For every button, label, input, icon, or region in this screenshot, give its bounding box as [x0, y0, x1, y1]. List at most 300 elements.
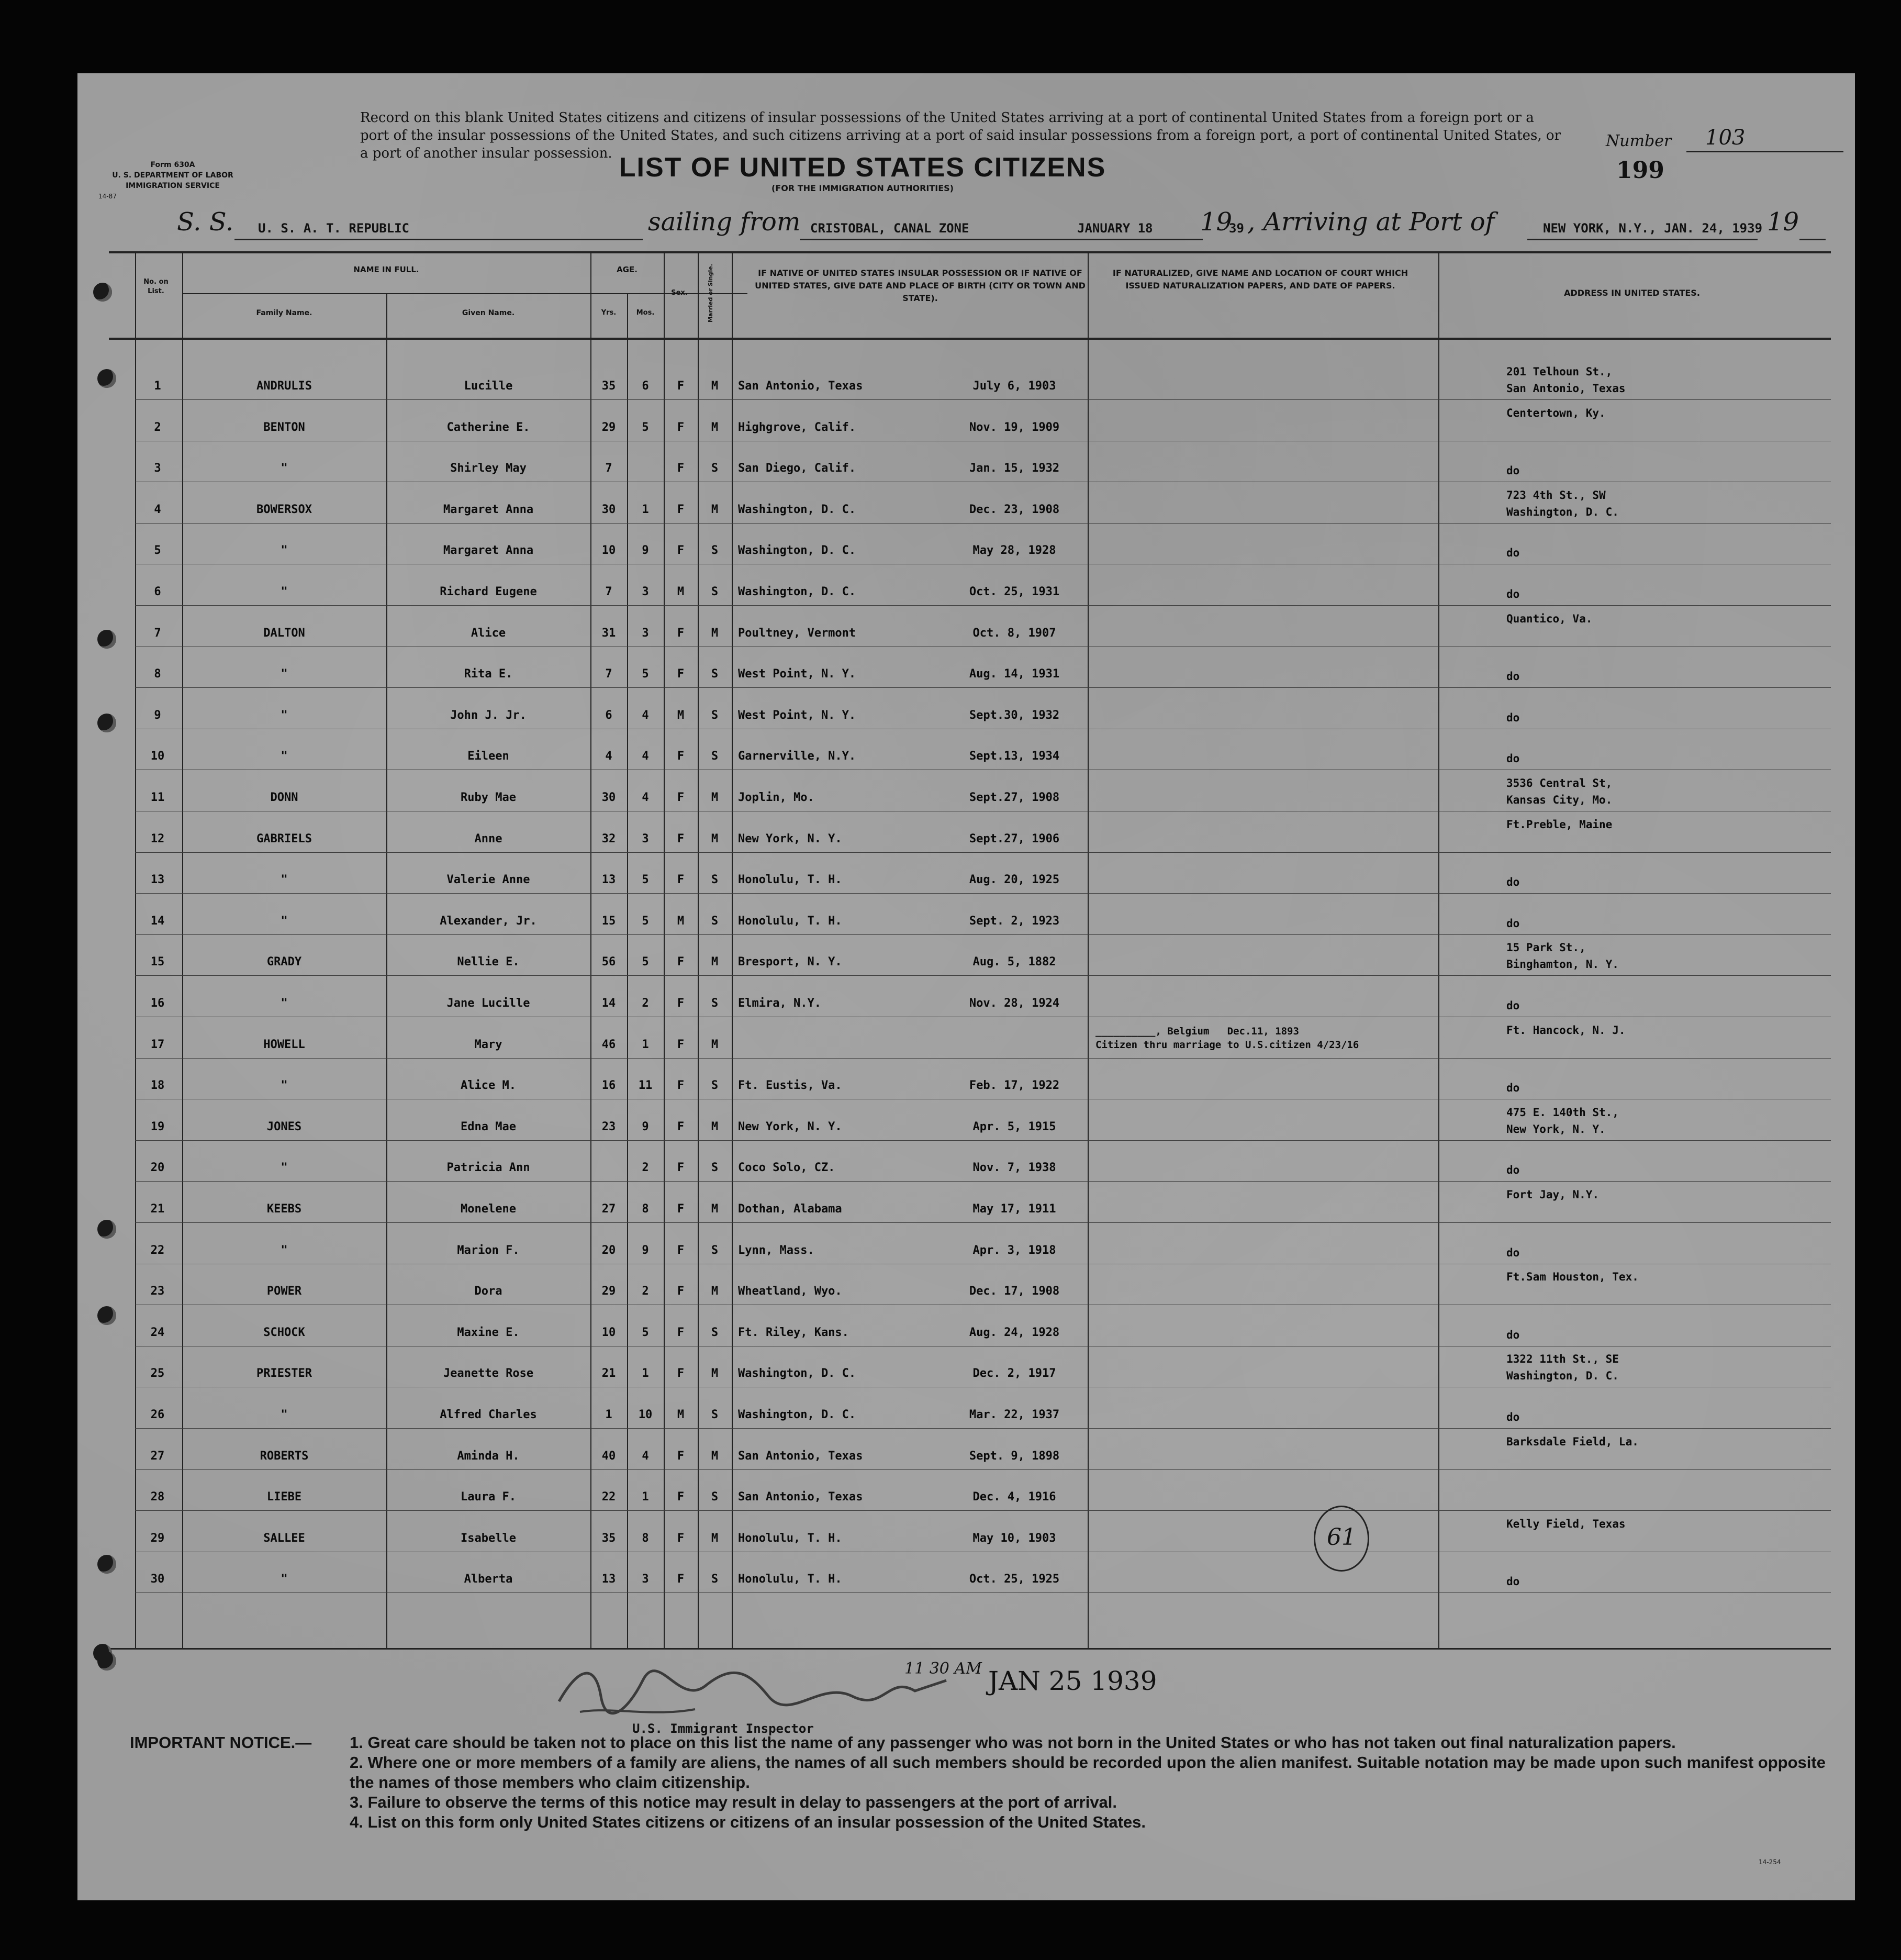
cell-given: Alfred Charles [440, 1408, 537, 1421]
cell-no: 17 [150, 1038, 165, 1051]
cell-sex: F [677, 1573, 685, 1586]
row-rule [135, 1140, 1831, 1141]
cell-address-line2: San Antonio, Texas [1506, 382, 1626, 395]
cell-mos: 1 [642, 1490, 649, 1504]
cell-family: SALLEE [263, 1532, 305, 1545]
cell-ms: S [711, 667, 719, 681]
punch-hole [93, 283, 112, 302]
cell-sex: M [677, 709, 685, 722]
cell-date: Dec. 17, 1908 [969, 1285, 1060, 1298]
cell-address-line2: do [1506, 588, 1520, 600]
punch-hole [97, 1306, 116, 1325]
header-no: No. on List. [143, 278, 169, 295]
cell-ms: S [711, 750, 719, 763]
cell-address-line1: 3536 Central St, [1506, 777, 1613, 789]
cell-mos: 11 [638, 1079, 653, 1092]
cell-mos: 3 [642, 1573, 649, 1586]
header-married-single: Married or Single. [707, 264, 714, 322]
cell-no: 14 [150, 915, 165, 928]
cell-no: 18 [150, 1079, 165, 1092]
cell-address-line1: Ft.Preble, Maine [1506, 818, 1613, 831]
cell-yrs: 31 [601, 627, 616, 640]
cell-given: Edna Mae [461, 1120, 516, 1133]
cell-sex: F [677, 1120, 685, 1133]
cell-address-line1: 201 Telhoun St., [1506, 365, 1613, 378]
cell-no: 15 [150, 955, 165, 968]
cell-address-line2: do [1506, 876, 1520, 888]
cell-ms: M [711, 1367, 719, 1380]
cell-sex: F [677, 750, 685, 763]
cell-yrs: 4 [605, 750, 612, 763]
cell-address-line2: do [1506, 917, 1520, 930]
cell-family: LIEBE [266, 1490, 302, 1504]
cell-given: Anne [474, 832, 502, 845]
cell-date: May 17, 1911 [972, 1202, 1056, 1216]
cell-family: BENTON [263, 421, 305, 434]
cell-given: Mary [474, 1038, 502, 1051]
cell-address-line1: 723 4th St., SW [1506, 489, 1606, 502]
cell-given: Marion F. [457, 1244, 520, 1257]
header-birth: IF NATIVE OF UNITED STATES INSULAR POSSESSION OR IF NATIVE OF UNITED STATES, GIVE DATE AND PLACE OF BIRTH (CITY OR TOWN AND STATE). [755, 268, 1086, 303]
cell-family: KEEBS [266, 1202, 302, 1216]
cell-mos: 1 [642, 1367, 649, 1380]
cell-given: Margaret Anna [443, 544, 534, 557]
cell-sex: F [677, 791, 685, 804]
cell-no: 29 [150, 1532, 165, 1545]
cell-yrs: 20 [601, 1244, 616, 1257]
cell-yrs: 15 [601, 915, 616, 928]
page-subtitle: (FOR THE IMMIGRATION AUTHORITIES) [771, 183, 954, 193]
cell-mos: 3 [642, 585, 649, 598]
cell-yrs: 16 [601, 1079, 616, 1092]
cell-mos: 2 [642, 997, 649, 1010]
row-rule [135, 893, 1831, 894]
header-age: AGE. [617, 265, 638, 274]
cell-given: Richard Eugene [440, 585, 537, 598]
cell-ms: S [711, 1326, 719, 1339]
header-family-name: Family Name. [256, 309, 312, 317]
notice-items [350, 1733, 1831, 1832]
cell-ms: M [711, 1038, 719, 1051]
cell-place: Washington, D. C. [738, 1367, 856, 1380]
cell-ms: M [711, 832, 719, 845]
cell-date: Aug. 20, 1925 [969, 873, 1060, 886]
cell-family: GABRIELS [256, 832, 312, 845]
cell-place: Washington, D. C. [738, 503, 856, 516]
cell-given: Rita E. [464, 667, 513, 681]
cell-no: 27 [150, 1450, 165, 1463]
cell-mos: 9 [642, 544, 649, 557]
cell-sex: F [677, 1285, 685, 1298]
row-rule [135, 1222, 1831, 1223]
cell-ms: M [711, 421, 719, 434]
cell-given: Monelene [461, 1202, 516, 1216]
cell-family: ROBERTS [260, 1450, 309, 1463]
arrival-port-date: NEW YORK, N.Y., JAN. 24, 1939 [1543, 221, 1763, 236]
punch-hole [97, 630, 116, 649]
cell-place: Highgrove, Calif. [738, 421, 856, 434]
cell-mos: 5 [642, 1326, 649, 1339]
row-rule [135, 975, 1831, 976]
cell-mos: 3 [642, 832, 649, 845]
cell-ms: M [711, 503, 719, 516]
cell-given: Nellie E. [457, 955, 520, 968]
cell-no: 12 [150, 832, 165, 845]
cell-given: Catherine E. [446, 421, 530, 434]
cell-place: Honolulu, T. H. [738, 915, 842, 928]
cell-mos: 4 [642, 791, 649, 804]
cell-mos: 5 [642, 873, 649, 886]
cell-date: Jan. 15, 1932 [969, 462, 1060, 475]
cell-family: " [281, 915, 288, 928]
cell-no: 6 [154, 585, 161, 598]
cell-place: West Point, N. Y. [738, 667, 856, 681]
cell-place: Ft. Eustis, Va. [738, 1079, 842, 1092]
cell-no: 8 [154, 667, 161, 681]
sailing-date: JANUARY 18 [1077, 221, 1153, 236]
circled-number: 61 [1314, 1506, 1369, 1572]
row-rule [135, 934, 1831, 935]
cell-yrs: 30 [601, 791, 616, 804]
cell-date: Dec. 4, 1916 [972, 1490, 1056, 1504]
punch-hole [97, 714, 116, 732]
cell-ms: M [711, 955, 719, 968]
cell-mos: 5 [642, 421, 649, 434]
cell-no: 2 [154, 421, 161, 434]
cell-sex: F [677, 1244, 685, 1257]
cell-no: 13 [150, 873, 165, 886]
cell-given: Maxine E. [457, 1326, 520, 1339]
cell-address-line2: do [1506, 547, 1520, 559]
cell-given: Aminda H. [457, 1450, 520, 1463]
service: IMMIGRATION SERVICE [126, 182, 220, 190]
cell-sex: F [677, 1079, 685, 1092]
cell-date: Feb. 17, 1922 [969, 1079, 1060, 1092]
punch-hole [97, 1555, 116, 1574]
cell-mos: 4 [642, 750, 649, 763]
cell-date: Apr. 3, 1918 [972, 1244, 1056, 1257]
cell-address-line1: Ft. Hancock, N. J. [1506, 1024, 1626, 1037]
form-id-block [110, 160, 236, 191]
header-address: ADDRESS IN UNITED STATES. [1564, 288, 1700, 298]
cell-given: Eileen [467, 750, 509, 763]
cell-mos: 8 [642, 1202, 649, 1216]
cell-yrs: 13 [601, 1573, 616, 1586]
cell-no: 30 [150, 1573, 165, 1586]
row-rule [135, 1469, 1831, 1470]
row-rule [135, 1510, 1831, 1511]
page-title: LIST OF UNITED STATES CITIZENS [619, 152, 1106, 183]
cell-place: San Diego, Calif. [738, 462, 856, 475]
row-rule [135, 605, 1831, 606]
cell-ms: S [711, 1244, 719, 1257]
cell-ms: S [711, 544, 719, 557]
cell-address-line2: do [1506, 1164, 1520, 1176]
cell-yrs: 35 [601, 380, 616, 393]
cell-given: John J. Jr. [450, 709, 527, 722]
cell-address-line2: Binghamton, N. Y. [1506, 958, 1619, 971]
cell-family: " [281, 1161, 288, 1174]
cell-mos: 4 [642, 709, 649, 722]
time-mark: 11 30 AM [904, 1660, 982, 1678]
cell-place: Washington, D. C. [738, 544, 856, 557]
cell-place: Lynn, Mass. [738, 1244, 814, 1257]
cell-yrs: 56 [601, 955, 616, 968]
cell-ms: M [711, 1532, 719, 1545]
cell-yrs: 40 [601, 1450, 616, 1463]
cell-yrs: 30 [601, 503, 616, 516]
notice-item: 3. Failure to observe the terms of this notice may result in delay to passengers at the port of arrival. [350, 1793, 1117, 1811]
cell-mos: 2 [642, 1285, 649, 1298]
cell-family: ANDRULIS [256, 380, 312, 393]
cell-no: 10 [150, 750, 165, 763]
cell-date: Dec. 23, 1908 [969, 503, 1060, 516]
cell-ms: S [711, 1079, 719, 1092]
cell-date: May 28, 1928 [972, 544, 1056, 557]
cell-place: Joplin, Mo. [738, 791, 814, 804]
cell-address-line1: Fort Jay, N.Y. [1506, 1188, 1600, 1201]
cell-no: 21 [150, 1202, 165, 1216]
cell-ms: S [711, 1408, 719, 1421]
cell-place: San Antonio, Texas [738, 1490, 863, 1504]
cell-yrs: 23 [601, 1120, 616, 1133]
record-instruction: Record on this blank United States citizens and citizens of insular possessions of the United States arriving at a port of continental United States from a foreign port or a port of the insular possessions of the United States, and such citizens arriving at a port of said insular possessions from a foreign port, a port of continental United States, or a port of another insular possession. [360, 110, 1561, 161]
row-rule [135, 1428, 1831, 1429]
cell-naturalized: __________, Belgium Dec.11, 1893 Citizen thru marriage to U.S.citizen 4/23/16 [1095, 1026, 1359, 1051]
cell-sex: F [677, 1038, 685, 1051]
cell-yrs: 13 [601, 873, 616, 886]
cell-place: San Antonio, Texas [738, 380, 863, 393]
cell-address-line2: do [1506, 464, 1520, 477]
cell-address-line2: do [1506, 1329, 1520, 1341]
manifest-sheet [77, 73, 1855, 1900]
cell-mos: 10 [638, 1408, 653, 1421]
cell-ms: S [711, 585, 719, 598]
cell-sex: M [677, 1408, 685, 1421]
cell-date: Sept.27, 1908 [969, 791, 1060, 804]
cell-ms: S [711, 873, 719, 886]
cell-ms: S [711, 997, 719, 1010]
cell-family: " [281, 709, 288, 722]
cell-place: Honolulu, T. H. [738, 1532, 842, 1545]
cell-family: " [281, 1573, 288, 1586]
cell-family: POWER [266, 1285, 302, 1298]
cell-sex: M [677, 585, 685, 598]
cell-ms: S [711, 1161, 719, 1174]
cell-family: " [281, 544, 288, 557]
cell-no: 20 [150, 1161, 165, 1174]
cell-given: Valerie Anne [446, 873, 530, 886]
cell-sex: F [677, 997, 685, 1010]
cell-yrs: 29 [601, 1285, 616, 1298]
header-yrs: Yrs. [601, 309, 617, 317]
cell-mos: 9 [642, 1244, 649, 1257]
cell-address-line1: 475 E. 140th St., [1506, 1106, 1619, 1119]
cell-yrs: 46 [601, 1038, 616, 1051]
cell-sex: F [677, 380, 685, 393]
cell-yrs: 1 [605, 1408, 612, 1421]
cell-family: " [281, 462, 288, 475]
cell-place: Honolulu, T. H. [738, 873, 842, 886]
cell-family: " [281, 1079, 288, 1092]
cell-mos: 6 [642, 380, 649, 393]
cell-given: Ruby Mae [461, 791, 516, 804]
cell-mos: 5 [642, 915, 649, 928]
cell-yrs: 27 [601, 1202, 616, 1216]
footer-code: 14-254 [1759, 1858, 1781, 1866]
row-rule [135, 687, 1831, 688]
row-rule [135, 399, 1831, 400]
cell-address-line2: do [1506, 1082, 1520, 1094]
cell-address-line1: Centertown, Ky. [1506, 407, 1606, 419]
cell-no: 11 [150, 791, 165, 804]
cell-mos: 2 [642, 1161, 649, 1174]
cell-no: 5 [154, 544, 161, 557]
punch-hole [97, 1652, 116, 1671]
cell-date: Aug. 14, 1931 [969, 667, 1060, 681]
cell-date: Nov. 28, 1924 [969, 997, 1060, 1010]
form-number: Form 630A [150, 161, 195, 169]
cell-mos: 1 [642, 503, 649, 516]
cell-mos: 4 [642, 1450, 649, 1463]
cell-place: Elmira, N.Y. [738, 997, 821, 1010]
cell-sex: F [677, 1490, 685, 1504]
cell-family: " [281, 1408, 288, 1421]
cell-ms: S [711, 1490, 719, 1504]
cell-place: Coco Solo, CZ. [738, 1161, 835, 1174]
cell-sex: F [677, 1367, 685, 1380]
cell-address-line2: Washington, D. C. [1506, 1369, 1619, 1382]
cell-address-line1: Barksdale Field, La. [1506, 1435, 1639, 1448]
cell-given: Alexander, Jr. [440, 915, 537, 928]
cell-sex: F [677, 667, 685, 681]
cell-given: Lucille [464, 380, 513, 393]
cell-ms: M [711, 1285, 719, 1298]
cell-sex: F [677, 1161, 685, 1174]
cell-given: Dora [474, 1285, 502, 1298]
cell-ms: S [711, 1573, 719, 1586]
header-sex: Sex. [671, 289, 688, 297]
cell-ms: S [711, 709, 719, 722]
cell-yrs: 29 [601, 421, 616, 434]
cell-yrs: 21 [601, 1367, 616, 1380]
cell-address-line2: do [1506, 1411, 1520, 1423]
cell-date: Aug. 24, 1928 [969, 1326, 1060, 1339]
cell-no: 7 [154, 627, 161, 640]
cell-date: Mar. 22, 1937 [969, 1408, 1060, 1421]
header-name-in-full: NAME IN FULL. [353, 265, 419, 274]
cell-yrs: 7 [605, 667, 612, 681]
cell-address-line1: Kelly Field, Texas [1506, 1518, 1626, 1530]
cell-family: " [281, 667, 288, 681]
row-rule [135, 1058, 1831, 1059]
cell-family: " [281, 997, 288, 1010]
department: U. S. DEPARTMENT OF LABOR [112, 171, 233, 180]
cell-date: Oct. 8, 1907 [972, 627, 1056, 640]
cell-yrs: 32 [601, 832, 616, 845]
cell-sex: F [677, 1326, 685, 1339]
cell-mos: 3 [642, 627, 649, 640]
cell-given: Jane Lucille [446, 997, 530, 1010]
notice-item: 4. List on this form only United States citizens or citizens of an insular possession of the United States. [350, 1813, 1146, 1831]
cell-yrs: 7 [605, 462, 612, 475]
cell-address-line1: 15 Park St., [1506, 941, 1586, 954]
cell-mos: 9 [642, 1120, 649, 1133]
cell-place: Honolulu, T. H. [738, 1573, 842, 1586]
cell-date: Sept.13, 1934 [969, 750, 1060, 763]
cell-yrs: 14 [601, 997, 616, 1010]
cell-place: West Point, N. Y. [738, 709, 856, 722]
cell-family: " [281, 1244, 288, 1257]
cell-family: HOWELL [263, 1038, 305, 1051]
cell-place: New York, N. Y. [738, 832, 842, 845]
cell-place: Ft. Riley, Kans. [738, 1326, 849, 1339]
from-port: CRISTOBAL, CANAL ZONE [810, 221, 969, 236]
cell-sex: F [677, 955, 685, 968]
ss-label: S. S. [177, 207, 234, 237]
cell-place: New York, N. Y. [738, 1120, 842, 1133]
cell-date: Sept.30, 1932 [969, 709, 1060, 722]
cell-mos: 1 [642, 1038, 649, 1051]
cell-place: San Antonio, Texas [738, 1450, 863, 1463]
punch-hole [97, 369, 116, 388]
header-naturalized: IF NATURALIZED, GIVE NAME AND LOCATION OF COURT WHICH ISSUED NATURALIZATION PAPERS, AND DATE OF PAPERS. [1112, 268, 1408, 291]
cell-ms: M [711, 1450, 719, 1463]
cell-address-line1: Quantico, Va. [1506, 612, 1593, 625]
cell-no: 26 [150, 1408, 165, 1421]
cell-given: Alice [471, 627, 506, 640]
sailing-label: sailing from [648, 207, 801, 237]
cell-given: Shirley May [450, 462, 527, 475]
cell-sex: M [677, 915, 685, 928]
cell-address-line2: Kansas City, Mo. [1506, 794, 1613, 806]
cell-no: 23 [150, 1285, 165, 1298]
cell-date: Dec. 2, 1917 [972, 1367, 1056, 1380]
table-bottom-rule [109, 1648, 1831, 1650]
cell-address-line2: New York, N. Y. [1506, 1123, 1606, 1135]
cell-address-line2: do [1506, 670, 1520, 683]
cell-sex: F [677, 503, 685, 516]
cell-no: 9 [154, 709, 161, 722]
number-value: 103 [1705, 126, 1746, 150]
cell-no: 28 [150, 1490, 165, 1504]
cell-sex: F [677, 462, 685, 475]
cell-yrs: 7 [605, 585, 612, 598]
cell-address-line2: do [1506, 1575, 1520, 1588]
cell-given: Patricia Ann [446, 1161, 530, 1174]
cell-sex: F [677, 873, 685, 886]
cell-ms: M [711, 627, 719, 640]
cell-family: PRIESTER [256, 1367, 312, 1380]
year-suffix: 39 [1229, 221, 1244, 236]
cell-sex: F [677, 1450, 685, 1463]
cell-address-line2: do [1506, 1246, 1520, 1259]
cell-sex: F [677, 832, 685, 845]
cell-family: JONES [266, 1120, 302, 1133]
header-given-name: Given Name. [462, 309, 515, 317]
cell-family: SCHOCK [263, 1326, 305, 1339]
row-rule [135, 1592, 1831, 1593]
cell-sex: F [677, 1532, 685, 1545]
cell-address-line2: Washington, D. C. [1506, 506, 1619, 518]
important-notice [130, 1733, 1831, 1831]
cell-sex: F [677, 544, 685, 557]
cell-ms: S [711, 915, 719, 928]
cell-place: Wheatland, Wyo. [738, 1285, 842, 1298]
cell-given: Isabelle [461, 1532, 516, 1545]
punch-hole [97, 1220, 116, 1239]
cell-date: Apr. 5, 1915 [972, 1120, 1056, 1133]
